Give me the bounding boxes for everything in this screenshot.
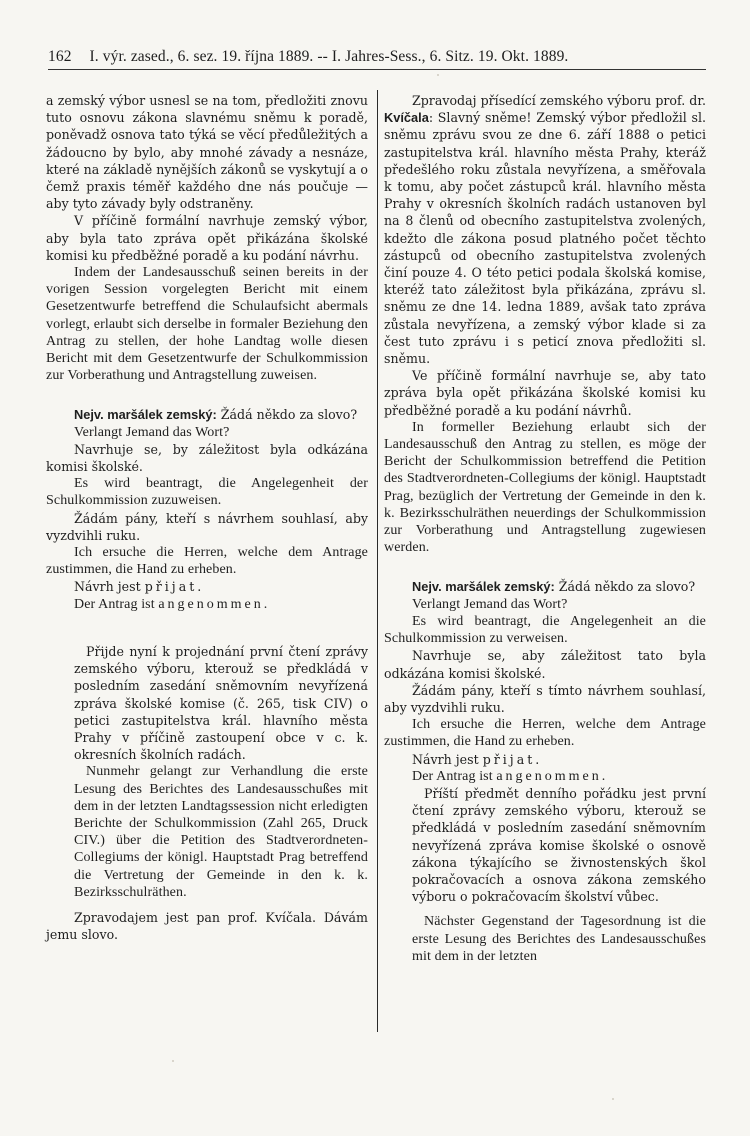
header-german: I. Jahres-Sess., 6. Sitz. 19. Okt. 1889.: [331, 48, 569, 65]
paragraph-german: Verlangt Jemand das Wort?: [74, 424, 230, 440]
resolution-prefix: Der Antrag ist: [74, 596, 155, 612]
paragraph: Žádám pány, kteří s tímto návrhem souhlasí, aby vyzdvihli ruku.: [384, 682, 706, 715]
paragraph: Navrhuje se, by záležitost byla odkázána komisi školské.: [46, 441, 368, 475]
resolution-result: přijat.: [144, 579, 205, 595]
speaker-name: Nejv. maršálek zemský:: [412, 579, 555, 595]
paragraph: Zpravodajem jest pan prof. Kvíčala. Dávám jemu slovo.: [46, 909, 368, 943]
paragraph-german: In formeller Beziehung erlaubt sich der Landesausschuß den Antrag zu stellen, es möge der Bericht der Schulkommission betreffend die Petition des Stadtverordneten-Collegiums der königl. Hauptstadt Prag, bezüglich der Vertretung der Gemeinde in den k. k. Bezirksschulräthen neuerdings der Schulkommission zur Vorberathung und Antragstellung zugewiesen werden.: [384, 419, 706, 556]
paragraph: V příčině formální navrhuje zemský výbor, aby byla tato zpráva opět přikázána školské komisi ku předběžné poradě a ku podání návrhu.: [46, 213, 368, 263]
speaker-paragraph: [384, 92, 706, 367]
running-header: [48, 48, 706, 70]
resolution-prefix: Návrh jest: [412, 751, 479, 767]
resolution-result: přijat.: [482, 751, 543, 767]
paragraph: Žádám pány, kteří s návrhem souhlasí, aby vyzdvihli ruku.: [46, 510, 368, 543]
resolution-german: [46, 596, 368, 613]
resolution-german: [384, 768, 706, 785]
speaker-name: Nejv. maršálek zemský:: [74, 407, 217, 423]
column-divider: [377, 90, 378, 1032]
paragraph-german: Indem der Landesausschuß seinen bereits in der vorigen Session vorgelegten Bericht mit einem Gesetzentwurfe betreffend die Schulaufsicht abermals vorlegt, erlaubt sich derselbe in formaler Beziehung den Antrag zu stellen, der hohe Landtag wolle diesen Bericht mit dem Gesetzentwurfe der Schulkommission zur Vorberathung und Antragstellung zuweisen.: [46, 265, 368, 384]
speaker-text: Žádá někdo za slovo?: [558, 579, 696, 595]
paragraph: a zemský výbor usnesl se na tom, předložiti znovu tuto osnovu zákona slavnému sněmu k poradě, poněvadž osnova tato týká se věcí předůležitých a žádoucno by bylo, aby mnohé závady a nesnáze, které na základě nynějších zákonů se vyskytují a o čemž praxis téměř každého dne nás poučuje — aby tyto závady byly odstraněny.: [46, 93, 368, 212]
resolution-result: angenommen.: [158, 596, 271, 612]
resolution-prefix: Návrh jest: [74, 579, 141, 595]
resolution-czech: [384, 751, 706, 768]
paragraph: Ve příčině formální navrhuje se, aby tato zpráva byla opět přikázána školské komisi ku předběžné poradě a ku podání návrhů.: [384, 368, 706, 418]
paragraph-german: Ich ersuche die Herren, welche dem Antrage zustimmen, die Hand zu erheben.: [384, 717, 706, 750]
header-czech: I. výr. zased., 6. sez. 19. října 1889.: [89, 48, 314, 65]
speaker-text: Žádá někdo za slovo?: [220, 407, 358, 423]
speaker-name: Kvíčala: [384, 110, 429, 126]
paragraph-german: Es wird beantragt, die Angelegenheit an die Schulkommission zu verweisen.: [384, 613, 706, 647]
paragraph-german: Ich ersuche die Herren, welche dem Antrage zustimmen, die Hand zu erheben.: [46, 545, 368, 578]
left-column: [46, 92, 368, 943]
speaker-role: Zpravodaj přísedící zemského výboru prof. dr.: [412, 93, 706, 108]
header-separator: --: [317, 48, 328, 65]
agenda-item-german: Nunmehr gelangt zur Verhandlung die erste Lesung des Berichtes des Landesausschußes mit dem in der letzten Landtagssession nicht erledigten Berichte der Schulkommission (Zahl 265, Druck CIV.) über die Petition des Stadtverordneten-Collegiums der königl. Hauptstadt Prag betreffend die Vertretung der Gemeinde in den k. k. Bezirksschulräthen.: [74, 764, 368, 900]
agenda-item-german: Nächster Gegenstand der Tagesordnung ist die erste Lesung des Berichtes des Landesausschußes mit dem in der letzten: [412, 914, 706, 964]
paragraph: Navrhuje se, aby záležitost tato byla odkázána komisi školské.: [384, 648, 706, 681]
scan-speck: [172, 1060, 174, 1062]
agenda-item: Přijde nyní k projednání první čtení zprávy zemského výboru, kterouž se předkládá v posledním zasedání sněmovním nevyřízená zpráva školské komise (č. 265, tisk CIV) o petici zastupitelstva král. hlavního města Prahy v příčině zastoupení obce v c. k. okresních školních radách.: [74, 643, 368, 763]
agenda-item: Příští předmět denního pořádku jest první čtení zprávy zemského výboru, kterouž se předkládá v posledním zasedání sněmovním nevyřízená zpráva komise školské o osnově zákona týkajícího se živnostenských škol pokračovacích a osnova zákona zemského výboru o pokračovacím školství vůbec.: [412, 785, 706, 905]
scan-speck: [612, 1098, 614, 1100]
page-number: 162: [48, 48, 72, 65]
paragraph-german: Verlangt Jemand das Wort?: [412, 596, 568, 612]
speaker-paragraph: [46, 406, 368, 423]
resolution-result: angenommen.: [496, 768, 609, 784]
resolution-prefix: Der Antrag ist: [412, 768, 493, 784]
speaker-paragraph: [384, 578, 706, 595]
paragraph-german: Es wird beantragt, die Angelegenheit der Schulkommission zuzuweisen.: [46, 476, 368, 509]
speaker-text: : Slavný sněme! Zemský výbor předložil sl. sněmu zprávu svou ze dne 6. září 1888 o petici zastupitelstva král. hlavního města Prahy, kteráž předešlého roku zůstala nevyřízena, a směřovala k tomu, aby počet zástupců král. hlavního města Prahy v okresních školních radách ustanoven byl na 8 členů od obecního zastupitelstva zvolených, kdežto dle zákona posud platného počet těchto zástupců od obecního zastupitelstva zvolených činí pouze 4. O této petici podala školská komise, kteréž tato záležitost byla přikázána, zprávu sl. sněmu ze dne 14. ledna 1889, avšak tato zpráva zůstala nevyřízena, a zemský výbor klade si za čest tuto zprávu i s peticí znova předložiti sl. sněmu.: [384, 110, 706, 367]
right-column: [384, 92, 706, 965]
resolution-czech: [46, 578, 368, 595]
scan-speck: [437, 74, 439, 76]
